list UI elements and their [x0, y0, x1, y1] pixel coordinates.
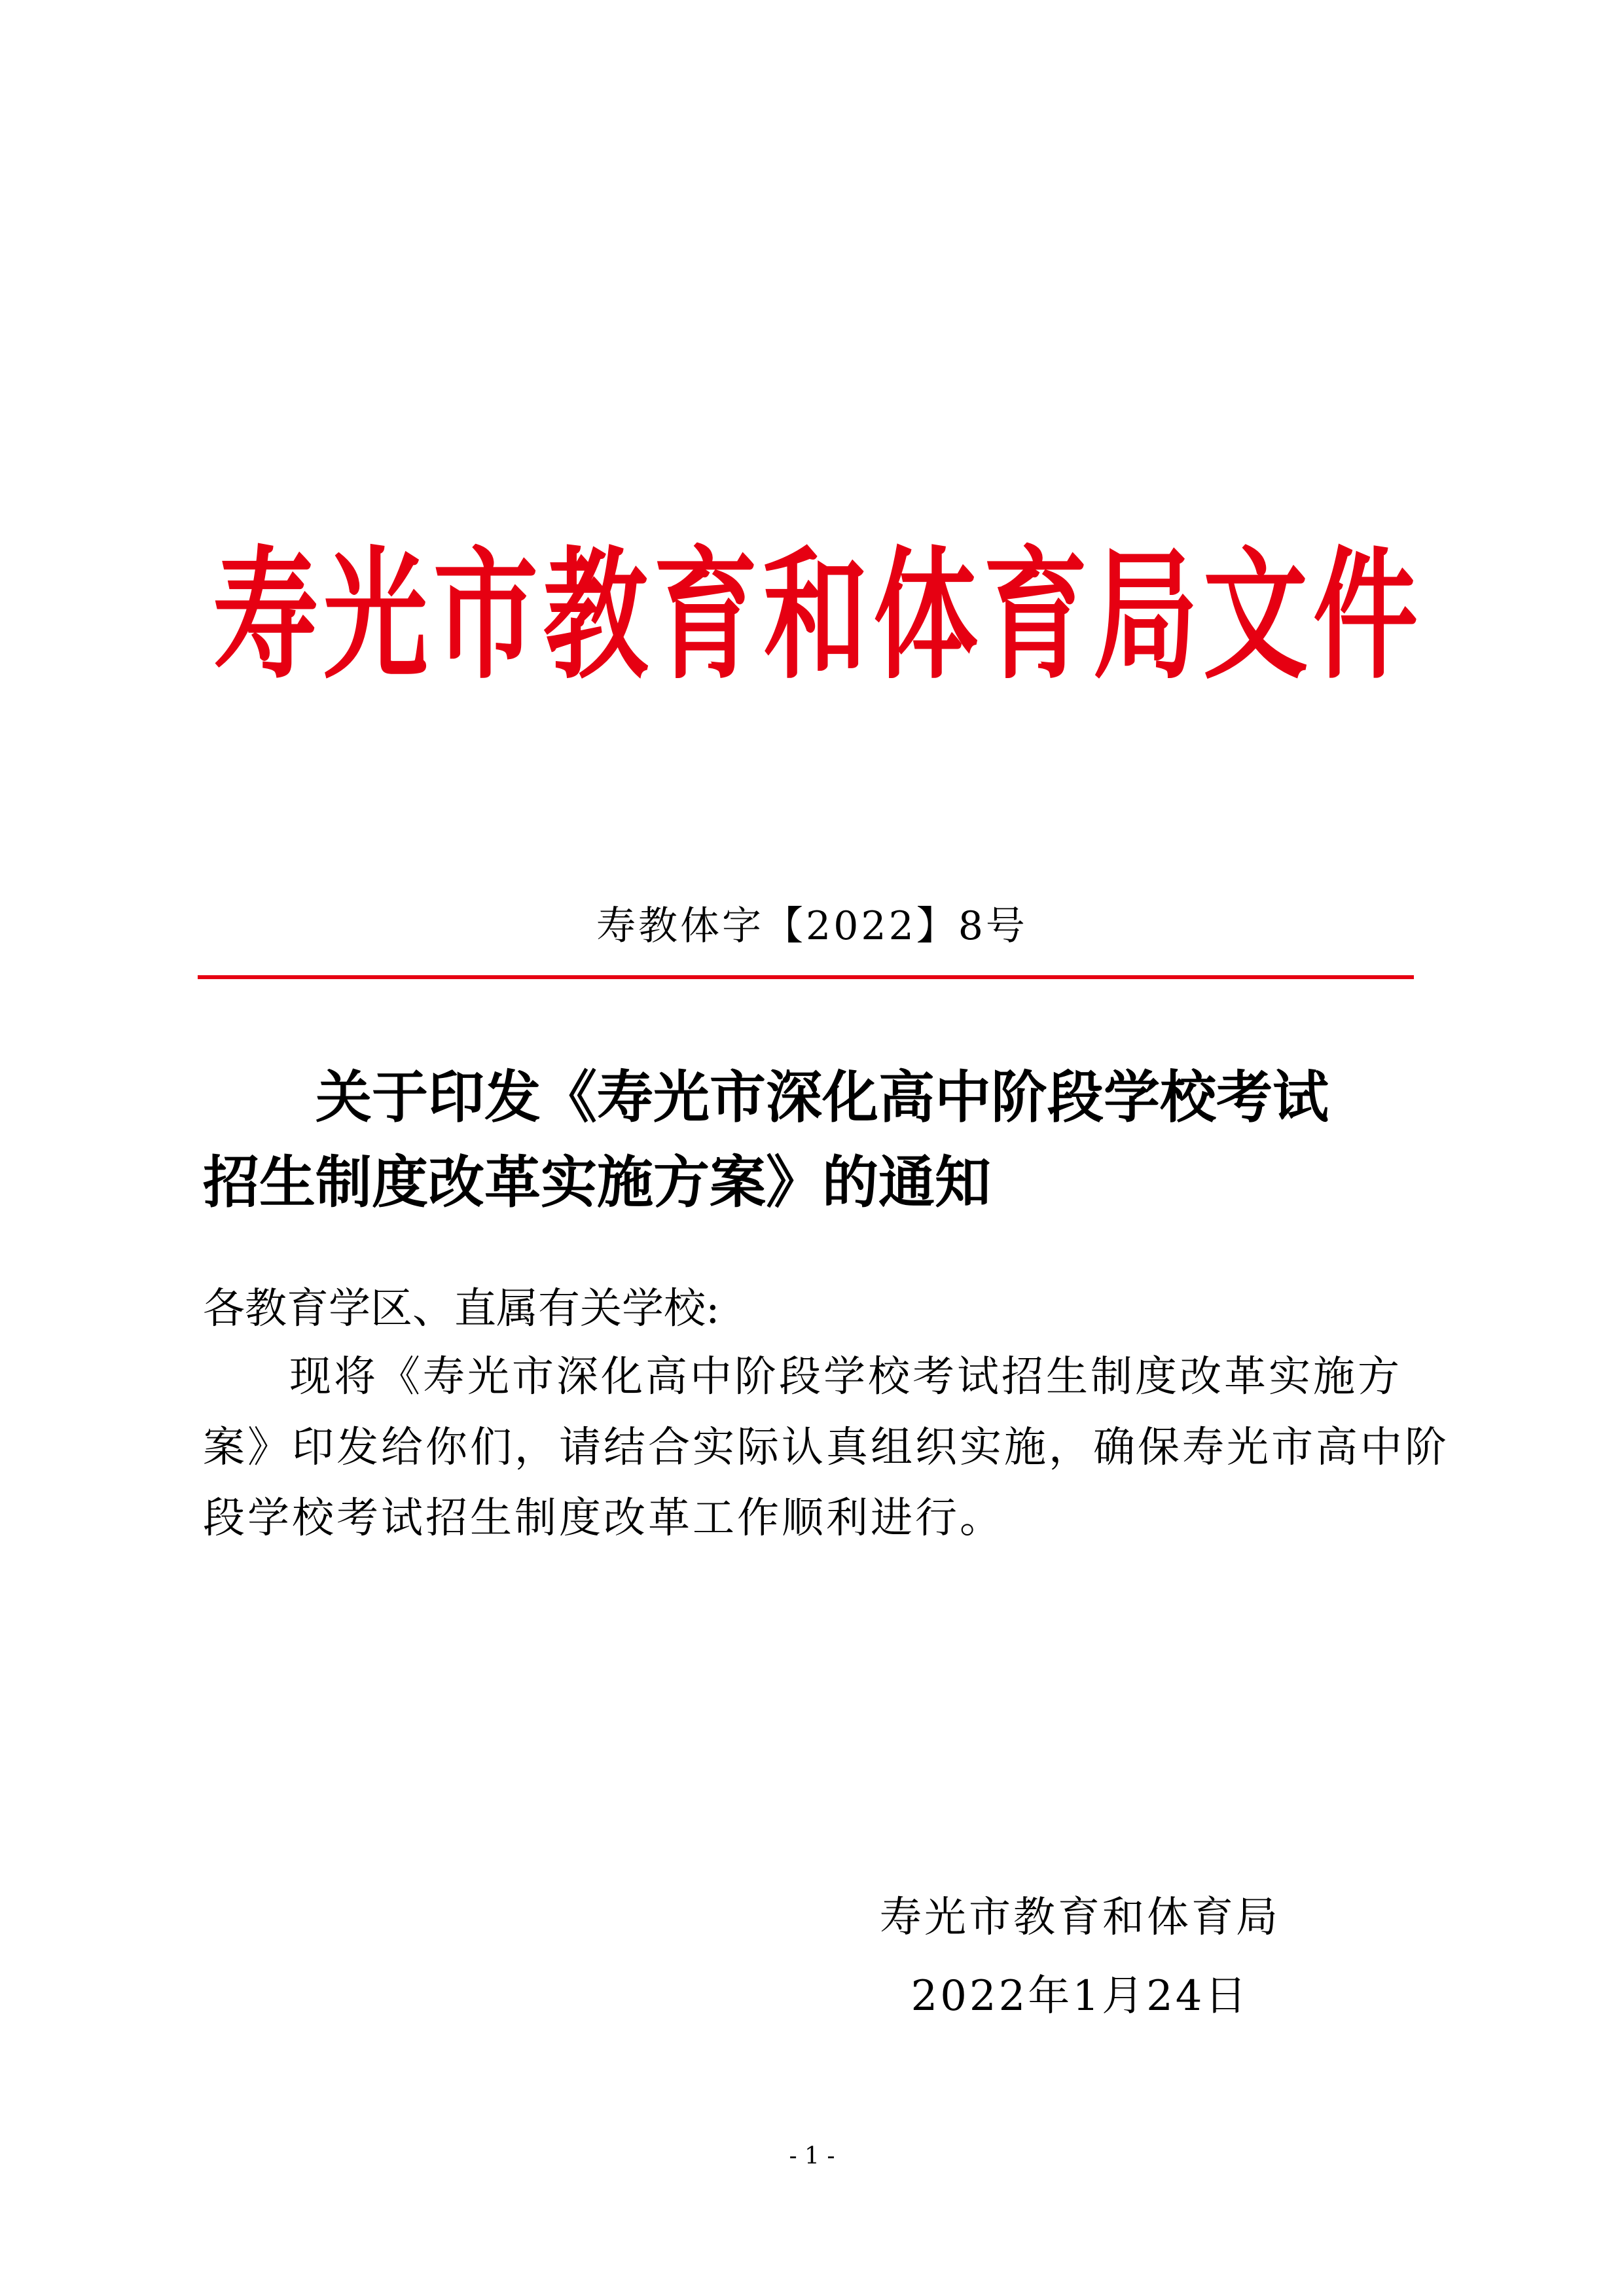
page-number: - 1 -	[789, 2143, 835, 2170]
signature-date: 2022年1月24日	[911, 1972, 1250, 2020]
notice-title-line-1: 关于印发《寿光市深化高中阶段学校考试	[316, 1064, 1329, 1130]
body-line-2: 案》印发给你们，请结合实际认真组织实施，确保寿光市高中阶	[203, 1424, 1449, 1472]
signature-block	[851, 1878, 1309, 2036]
notice-title	[203, 1055, 1414, 1225]
notice-title-line-2: 招生制度改革实施方案》的通知	[203, 1149, 991, 1215]
document-number: 寿教体字【2022】8号	[596, 903, 1028, 949]
body-line-3: 段学校考试招生制度改革工作顺利进行。	[203, 1494, 1004, 1543]
red-divider-line	[198, 975, 1414, 979]
signature-organization: 寿光市教育和体育局	[880, 1893, 1280, 1942]
body-line-1: 现将《寿光市深化高中阶段学校考试招生制度改革实施方	[289, 1353, 1402, 1401]
addressee: 各教育学区、直属有关学校:	[203, 1285, 720, 1333]
masthead-title: 寿光市教育和体育局文件	[213, 532, 1423, 698]
body-paragraph	[203, 1342, 1449, 1554]
